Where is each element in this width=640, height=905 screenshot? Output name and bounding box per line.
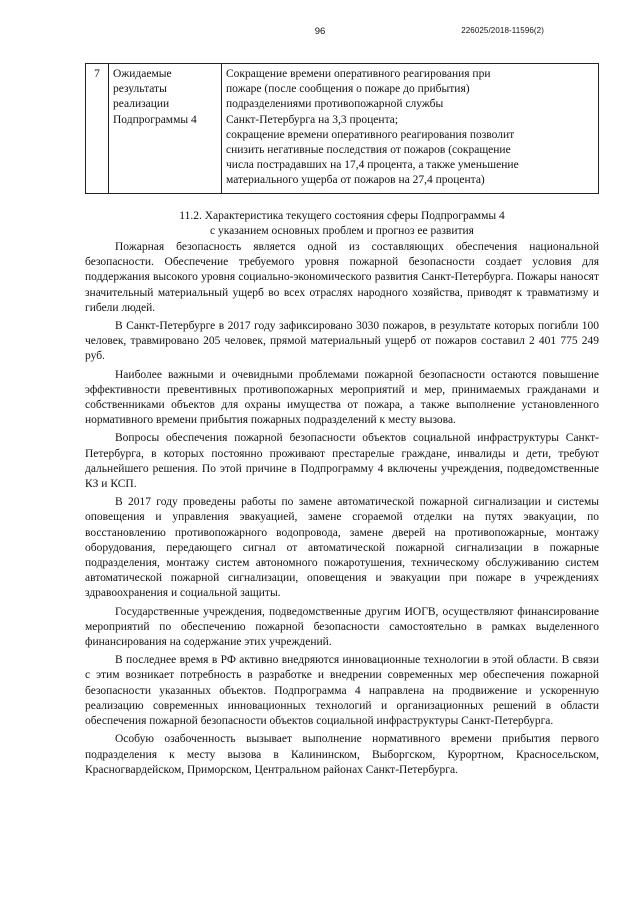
paragraph: В последнее время в РФ активно внедряются инновационные технологии в этой области. В связи с этим возникает потребность в разработке и внедрении современных мер обеспечения пожарной безопасности указанных объектов. Подпрограмма 4 направлена на продвижение и ускоренную реализацию современных инновационных технологий и организационных решений в области обеспечения пожарной безопасности объектов социальной инфраструктуры Санкт-Петербурга.: [85, 654, 599, 728]
paragraph: Наиболее важными и очевидными проблемами пожарной безопасности остаются повышение эффективности превентивных противопожарных мероприятий и мер, принимаемых гражданами и собственниками объектов для охраны имущества от пожара, а также выполнение установленного нормативного времени прибытия пожарных подразделений к месту вызова.: [85, 368, 599, 427]
section-body: [85, 240, 599, 781]
row-number-cell: 7: [86, 64, 109, 194]
paragraph: В Санкт-Петербурге в 2017 году зафиксировано 3030 пожаров, в результате которых погибли 100 человек, травмировано 205 человек, прямой материальный ущерб от пожаров составил 2 401 775 249 руб.: [85, 320, 599, 363]
row-content-cell: Сокращение времени оперативного реагирования при пожаре (после сообщения о пожаре до прибытия) подразделениями противопожарной службы Санкт-Петербурга на 3,3 процента; сокращение времени оперативного реагирования позволит снизить негативные последствия от пожаров (сокращение числа пострадавших на 17,4 процента, а также уменьшение материального ущерба от пожаров на 27,4 процента): [222, 64, 599, 194]
expected-results-table: [85, 63, 599, 194]
table-row: [86, 64, 599, 194]
paragraph: Государственные учреждения, подведомственные другим ИОГВ, осуществляют финансирование мероприятий по обеспечению пожарной безопасности самостоятельно в рамках выделенного финансирования на содержание этих учреждений.: [85, 605, 599, 649]
page-number: 96: [314, 26, 326, 37]
document-reference: 226025/2018-11596(2): [461, 26, 544, 35]
paragraph: Особую озабоченность вызывает выполнение нормативного времени прибытия первого подразделения к месту вызова в Калининском, Выборгском, Курортном, Красносельском, Красногвардейском, Приморском, Центральном районах Санкт-Петербурга.: [85, 733, 599, 776]
paragraph: Вопросы обеспечения пожарной безопасности объектов социальной инфраструктуры Санкт-Петербурга, в которых постоянно проживают престарелые граждане, инвалиды и дети, требуют дальнейшего решения. По этой причине в Подпрограмму 4 включены учреждения, подведомственные КЗ и КСП.: [85, 432, 599, 491]
section-heading: 11.2. Характеристика текущего состояния сферы Подпрограммы 4 с указанием основных проблем и прогноз ее развития: [179, 210, 505, 238]
paragraph: Пожарная безопасность является одной из составляющих обеспечения национальной безопасности. Обеспечение требуемого уровня пожарной безопасности создает условия для поддержания высокого уровня социально-экономического развития Санкт-Петербурга. Пожары наносят значительный материальный ущерб во всех отраслях народного хозяйства, приводят к травматизму и гибели людей.: [85, 241, 599, 314]
row-label-cell: Ожидаемые результаты реализации Подпрограммы 4: [109, 64, 222, 194]
paragraph: В 2017 году проведены работы по замене автоматической пожарной сигнализации и системы оповещения и управления эвакуацией, замене сгораемой отделки на путях эвакуации, по восстановлению противопожарного водопровода, замене дверей на противопожарные, монтажу оборудования, передающего сигнал от автоматической пожарной сигнализации в пожарные подразделения, монтажу систем автономного пожаротушения, техническому обслуживанию систем автоматической пожарной сигнализации, оповещения и эвакуации при пожаре в учреждениях здравоохранения и социальной защиты.: [85, 496, 599, 600]
